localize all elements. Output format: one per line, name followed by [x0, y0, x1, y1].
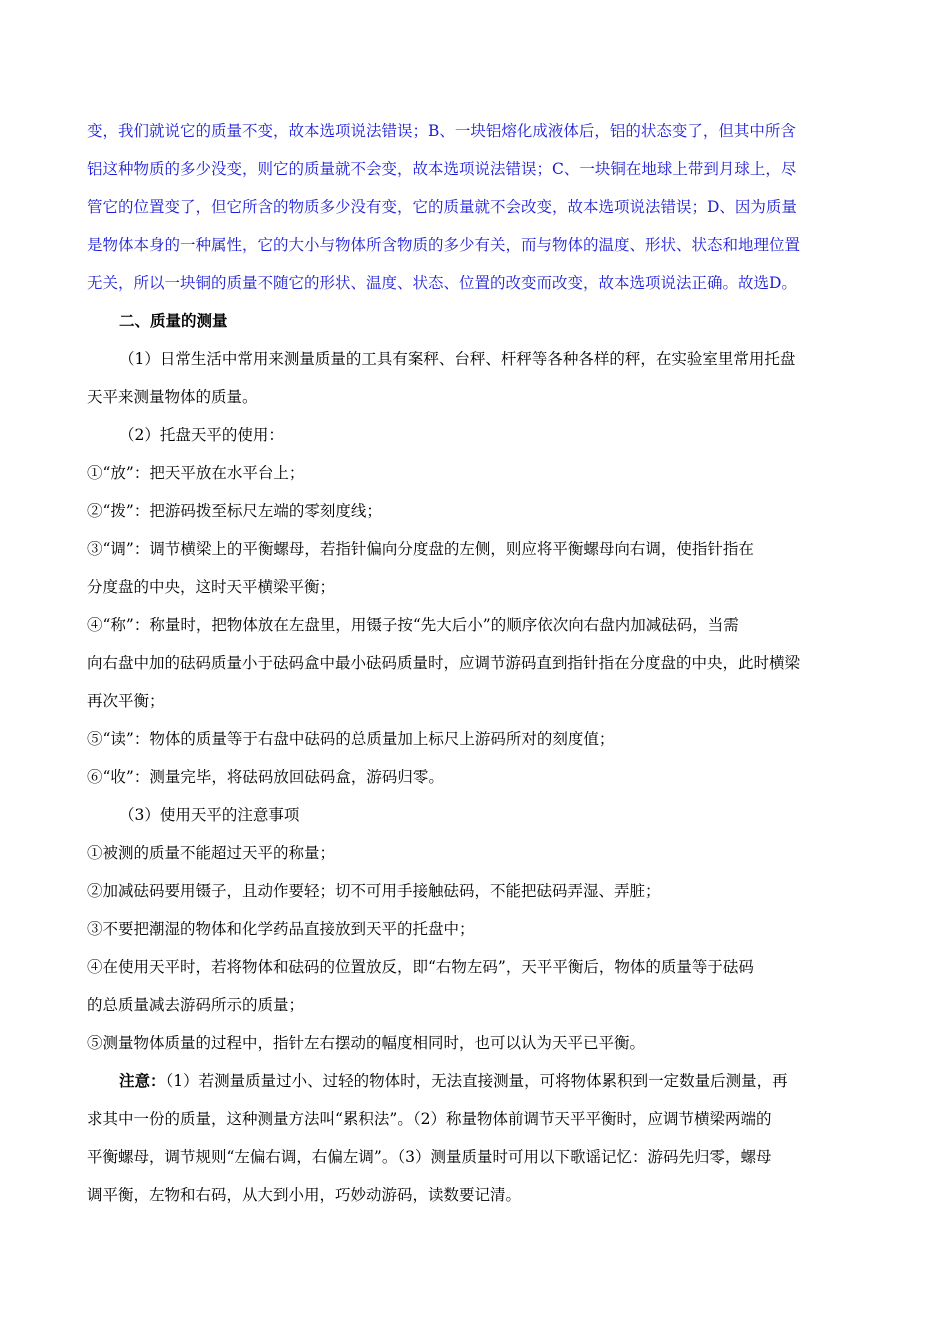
- attention-paragraph: [87, 1062, 867, 1100]
- step-place: ①“放”：把天平放在水平台上；: [87, 464, 305, 482]
- answer-line: 变，我们就说它的质量不变，故本选项说法错误；B、一块铝熔化成液体后，铝的状态变了，但其中所含: [87, 122, 796, 140]
- attention-line: （1）若测量质量过小、过轻的物体时，无法直接测量，可将物体累积到一定数量后测量，再: [165, 1072, 788, 1090]
- note-item: ③不要把潮湿的物体和化学药品直接放到天平的托盘中；: [87, 920, 475, 938]
- step-collect: ⑥“收”：测量完毕，将砝码放回砝码盒，游码归零。: [87, 768, 444, 786]
- step-slide: ②“拨”：把游码拨至标尺左端的零刻度线；: [87, 502, 382, 520]
- attention-label: 注意：: [119, 1071, 166, 1090]
- note-item: ⑤测量物体质量的过程中，指针左右摆动的幅度相同时，也可以认为天平已平衡。: [87, 1034, 646, 1052]
- step-weigh-cont: 向右盘中加的砝码质量小于砝码盒中最小砝码质量时，应调节游码直到指针指在分度盘的中央，此时横梁: [87, 654, 801, 672]
- step-read: ⑤“读”：物体的质量等于右盘中砝码的总质量加上标尺上游码所对的刻度值；: [87, 730, 615, 748]
- section-heading: 二、质量的测量: [119, 311, 228, 330]
- attention-line: 平衡螺母，调节规则“左偏右调，右偏左调”。（3）测量质量时可用以下歌谣记忆：游码先归零，螺母: [87, 1148, 772, 1166]
- answer-line: 铝这种物质的多少没变，则它的质量就不会变，故本选项说法错误；C、一块铜在地球上带到月球上，尽: [87, 160, 797, 178]
- note-item: ①被测的质量不能超过天平的称量；: [87, 844, 336, 862]
- page-content: [87, 112, 867, 1214]
- paragraph-usage-title: （2）托盘天平的使用：: [119, 426, 284, 444]
- step-weigh-cont: 再次平衡；: [87, 692, 165, 710]
- step-adjust-cont: 分度盘的中央，这时天平横梁平衡；: [87, 578, 336, 596]
- note-item: ②加减砝码要用镊子，且动作要轻；切不可用手接触砝码，不能把砝码弄湿、弄脏；: [87, 882, 661, 900]
- attention-line: 求其中一份的质量，这种测量方法叫“累积法”。（2）称量物体前调节天平平衡时，应调节横梁两端的: [87, 1110, 772, 1128]
- answer-line: 是物体本身的一种属性，它的大小与物体所含物质的多少有关，而与物体的温度、形状、状态和地理位置: [87, 236, 801, 254]
- attention-line: 调平衡，左物和右码，从大到小用，巧妙动游码，读数要记清。: [87, 1186, 522, 1204]
- step-weigh: ④“称”：称量时，把物体放在左盘里，用镊子按“先大后小”的顺序依次向右盘内加减砝码，当需: [87, 616, 739, 634]
- answer-explanation: [87, 112, 867, 302]
- paragraph-tools-cont: 天平来测量物体的质量。: [87, 388, 258, 406]
- paragraph-notes-title: （3）使用天平的注意事项: [119, 806, 300, 824]
- step-adjust: ③“调”：调节横梁上的平衡螺母，若指针偏向分度盘的左侧，则应将平衡螺母向右调，使指针指在: [87, 540, 754, 558]
- paragraph-tools: （1）日常生活中常用来测量质量的工具有案秤、台秤、杆秤等各种各样的秤，在实验室里常用托盘: [119, 350, 796, 368]
- answer-line: 管它的位置变了，但它所含的物质多少没有变，它的质量就不会改变，故本选项说法错误；D、因为质量: [87, 198, 797, 216]
- note-item: ④在使用天平时，若将物体和砝码的位置放反，即“右物左码”，天平平衡后，物体的质量等于砝码: [87, 958, 754, 976]
- answer-line: 无关，所以一块铜的质量不随它的形状、温度、状态、位置的改变而改变，故本选项说法正确。故选D。: [87, 274, 797, 292]
- note-item-cont: 的总质量减去游码所示的质量；: [87, 996, 305, 1014]
